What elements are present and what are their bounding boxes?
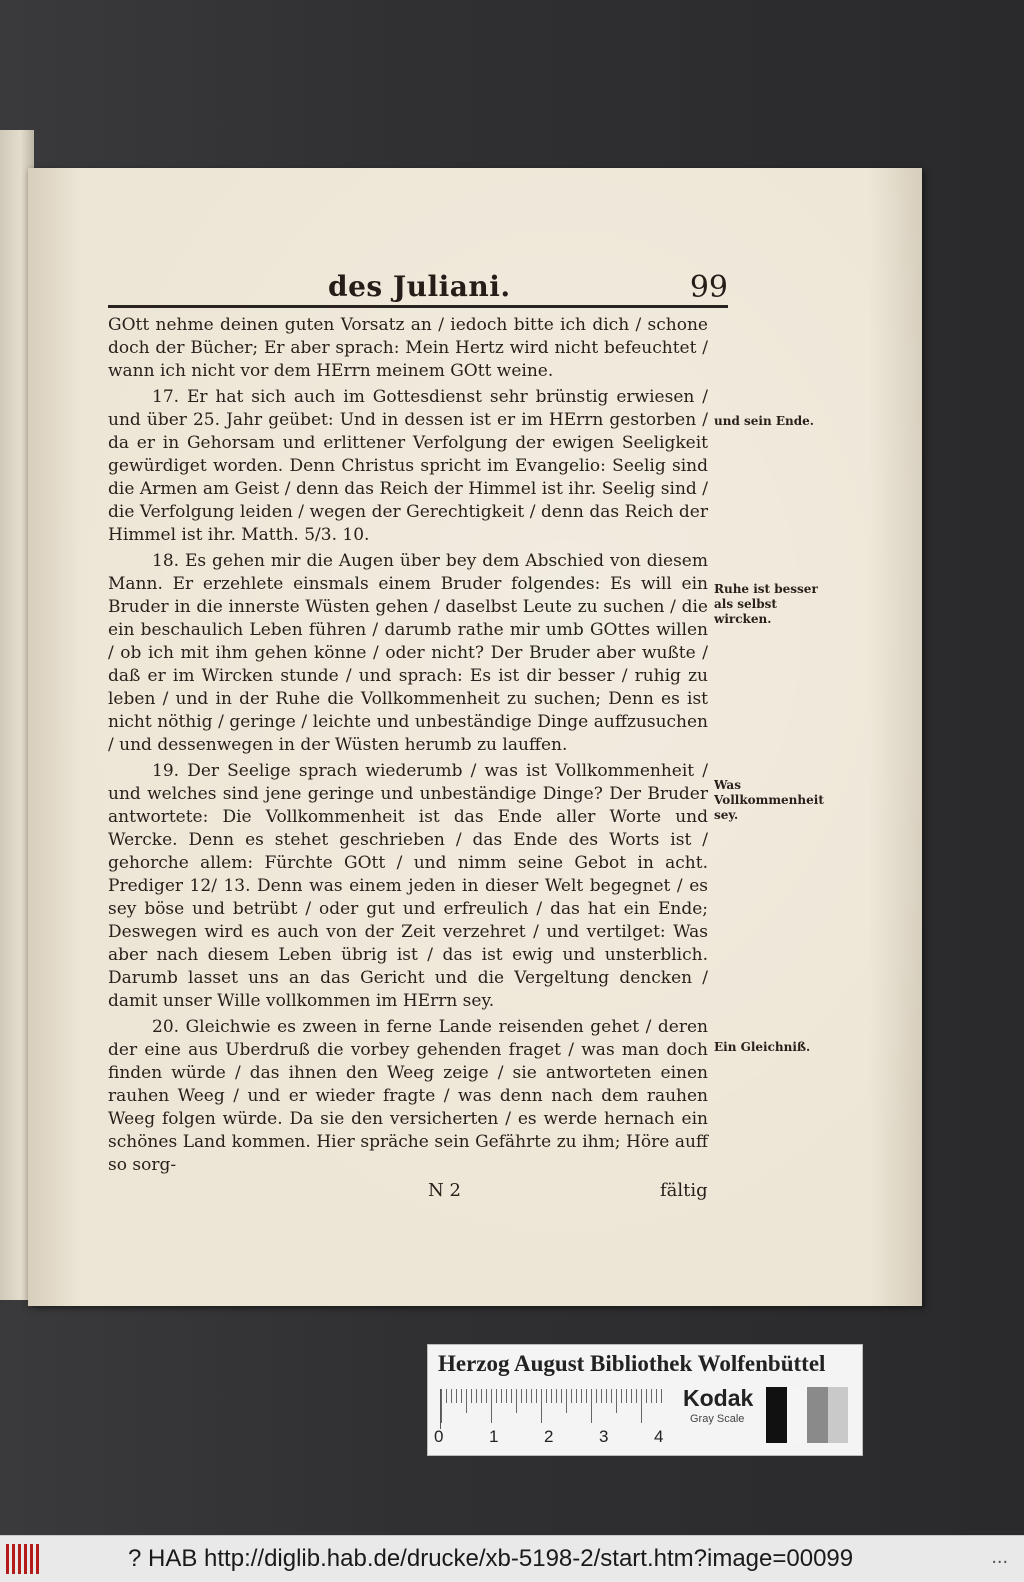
running-head-title: des Juliani. xyxy=(328,270,511,303)
page-number: 99 xyxy=(689,270,728,305)
ruler-tick xyxy=(611,1389,612,1403)
ruler-tick xyxy=(586,1389,587,1403)
book-page xyxy=(28,168,922,1306)
ruler-number: 4 xyxy=(654,1427,664,1446)
paragraph-20: 20. Gleichwie es zween in ferne Lande reisenden gehet / deren der eine aus Uberdruß die vorbey gehenden fraget / was man doch finden würde / das ihnen den Weeg zeige / sie antworteten einen rauhen Weeg / und er wieder fragte / was denn nach dem rauhen Weeg folgen würde. Da sie den versicherten / es werde hernach ein schönes Land kommen. Hier spräche sein Gefährte zu ihm; Höre auff so sorg- xyxy=(108,1017,708,1175)
ruler-number: 2 xyxy=(544,1427,554,1446)
status-url[interactable]: ? HAB http://diglib.hab.de/drucke/xb-5198-2/start.htm?image=00099 xyxy=(128,1545,854,1572)
catchword: fältig xyxy=(660,1180,708,1201)
ruler-tick xyxy=(501,1389,502,1403)
ruler-tick xyxy=(521,1389,522,1403)
ruler-tick xyxy=(576,1389,577,1403)
status-bar xyxy=(0,1535,1024,1582)
ruler-tick xyxy=(471,1389,472,1403)
running-head xyxy=(108,268,728,308)
ruler-number: 3 xyxy=(599,1427,609,1446)
margin-note-2: Ruhe ist besser als selbst wircken. xyxy=(714,582,818,626)
ruler-tick xyxy=(636,1389,637,1403)
color-calibration-bar xyxy=(427,1344,863,1456)
ruler-tick xyxy=(461,1389,462,1403)
paragraph-18: 18. Es gehen mir die Augen über bey dem Abschied von diesem Mann. Er erzehlete einsmals einem Bruder folgendes: Es will ein Bruder in die innerste Wüsten gehen / daselbst Leute zu suchen / die ein beschaulich Leben führen / darumb rathe mir umb GOttes willen / ob ich mit ihm gehen könne / oder nicht? Der Bruder aber wußte / daß er im Wircken stunde / und sprach: Es ist dir besser / ruhig zu leben / und in der Ruhe die Vollkommenheit zu suchen; Denn es ist nicht nöthig / geringe / leichte und unbeständige Dinge auffzusuchen / und dessenwegen in der Wüsten herumb zu lauffen. xyxy=(108,551,708,755)
ruler-tick xyxy=(591,1389,592,1423)
gray-scale-label: Gray Scale xyxy=(690,1413,745,1425)
more-icon[interactable]: ... xyxy=(991,1546,1008,1568)
ruler-tick xyxy=(661,1389,662,1403)
ruler-tick xyxy=(526,1389,527,1403)
ruler-tick xyxy=(556,1389,557,1403)
ruler-tick xyxy=(631,1389,632,1403)
ruler-tick xyxy=(441,1389,442,1423)
ruler-tick xyxy=(516,1389,517,1413)
paragraph-17: 17. Er hat sich auch im Gottesdienst sehr brünstig erwiesen / und über 25. Jahr geübet: Und in dessen ist er im HErrn gestorben / da er in Gehorsam und erlittener Verfolgung der ewigen Seeligkeit gewürdiget worden. Denn Christus spricht im Evangelio: Seelig sind die Armen am Geist / denn das Reich der Himmel ist ihr. Seelig sind / die Verfolgung leiden / wegen der Gerechtigkeit / denn das Reich der Himmel ist ihr. Matth. 5/3. 10. xyxy=(108,387,708,545)
gray-patch-black xyxy=(766,1387,787,1443)
ruler-tick xyxy=(601,1389,602,1403)
ruler-tick xyxy=(481,1389,482,1403)
barcode-icon xyxy=(6,1544,46,1574)
ruler-tick xyxy=(496,1389,497,1403)
body-text xyxy=(108,314,708,1180)
ruler-tick xyxy=(596,1389,597,1403)
ruler-tick xyxy=(486,1389,487,1403)
ruler-number: 1 xyxy=(489,1427,499,1446)
ruler-tick xyxy=(476,1389,477,1403)
ruler-tick xyxy=(451,1389,452,1403)
ruler-tick xyxy=(606,1389,607,1403)
signature-mark: N 2 xyxy=(428,1180,461,1201)
ruler-tick xyxy=(561,1389,562,1403)
ruler-tick xyxy=(546,1389,547,1403)
gray-patch-light xyxy=(828,1387,849,1443)
ruler-tick xyxy=(656,1389,657,1403)
ruler-tick xyxy=(541,1389,542,1423)
library-name: Herzog August Bibliothek Wolfenbüttel xyxy=(438,1351,826,1376)
ruler-tick xyxy=(536,1389,537,1403)
ruler-tick xyxy=(506,1389,507,1403)
margin-note-3: Was Vollkommenheit sey. xyxy=(714,778,824,822)
gray-patch-white xyxy=(787,1387,808,1443)
ruler-tick xyxy=(511,1389,512,1403)
ruler-tick xyxy=(571,1389,572,1403)
paragraph-19: 19. Der Seelige sprach wiederumb / was ist Vollkommenheit / und welches sind jene geringe und unbeständige Dinge? Der Bruder antwortete: Die Vollkommenheit ist das Ende aller Worte und Wercke. Denn es stehet geschrieben / das Ende des Worts ist / gehorche allem: Fürchte GOtt / und nimm seine Gebot in acht. Prediger 12/ 13. Denn was einem jeden in dieser Welt begegnet / es sey böse und betrübt / oder gut und erfreulich / das hat ein Ende; Deswegen wird es auch von der Zeit verzehret / und vertilget: Was aber nach diesem Leben übrig ist / das ist ewig und unsterblich. Darumb lasset uns an das Gericht und die Vergeltung dencken / damit unser Wille vollkommen im HErrn sey. xyxy=(108,761,708,1011)
ruler-tick xyxy=(566,1389,567,1413)
ruler-tick xyxy=(651,1389,652,1403)
gray-patch-mid xyxy=(807,1387,828,1443)
ruler-tick xyxy=(456,1389,457,1403)
ruler-tick xyxy=(646,1389,647,1403)
ruler-tick xyxy=(491,1389,492,1423)
ruler-tick xyxy=(641,1389,642,1423)
gray-scale-patches xyxy=(766,1387,848,1443)
ruler-tick xyxy=(551,1389,552,1403)
ruler-tick xyxy=(626,1389,627,1403)
ruler-tick xyxy=(466,1389,467,1413)
ruler-tick xyxy=(581,1389,582,1403)
ruler-number: 0 xyxy=(434,1427,444,1446)
kodak-logo: Kodak xyxy=(683,1385,754,1411)
ruler-tick xyxy=(621,1389,622,1403)
ruler-tick xyxy=(446,1389,447,1403)
ruler-tick xyxy=(616,1389,617,1413)
ruler-tick xyxy=(531,1389,532,1403)
paragraph-continuation: GOtt nehme deinen guten Vorsatz an / iedoch bitte ich dich / schone doch der Bücher; Er aber sprach: Mein Hertz wird nicht befeuchtet / wann ich nicht vor dem HErrn meinem GOtt weine. xyxy=(108,315,708,381)
margin-note-1: und sein Ende. xyxy=(714,414,814,428)
margin-note-4: Ein Gleichniß. xyxy=(714,1040,811,1054)
scale-ruler xyxy=(440,1389,660,1429)
